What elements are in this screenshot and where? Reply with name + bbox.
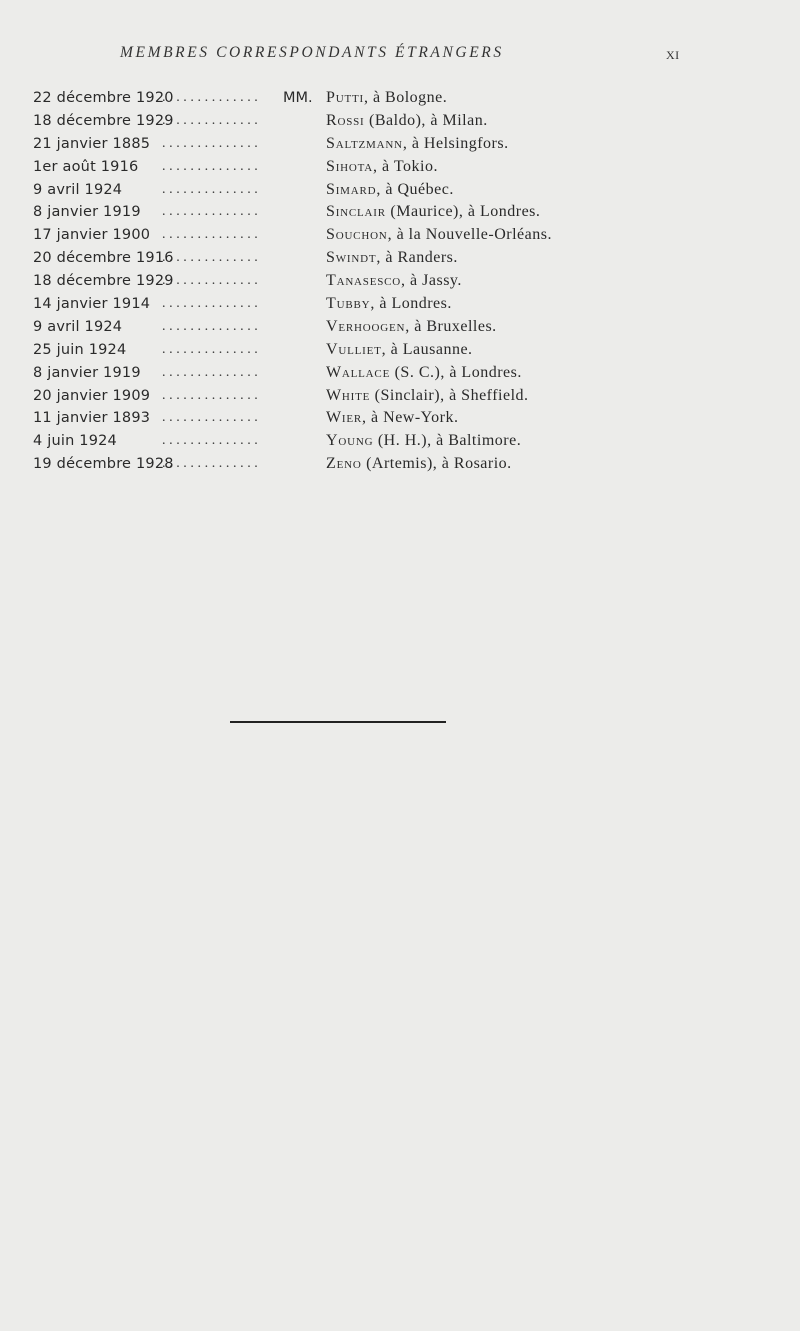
member-surname: Wallace — [326, 363, 391, 381]
member-entry — [326, 133, 509, 156]
member-row — [0, 270, 800, 293]
member-location: , à Randers. — [376, 249, 458, 267]
election-date: 19 décembre 1928 — [33, 456, 174, 473]
member-row — [0, 110, 800, 133]
member-entry — [326, 385, 529, 408]
election-date: 9 avril 1924 — [33, 181, 123, 198]
member-entry — [326, 316, 497, 339]
election-date: 21 janvier 1885 — [33, 135, 151, 152]
election-date: 17 janvier 1900 — [33, 227, 151, 244]
member-entry — [326, 407, 458, 430]
dot-leader: .............. — [162, 112, 262, 128]
member-surname: Tubby — [326, 295, 371, 313]
member-row — [0, 247, 800, 270]
member-surname: Saltzmann — [326, 134, 403, 152]
section-end-rule — [230, 721, 446, 723]
member-row — [0, 362, 800, 385]
election-date: 9 avril 1924 — [33, 318, 123, 335]
member-entry — [326, 110, 488, 133]
member-location: , à Lausanne. — [381, 340, 473, 358]
member-row — [0, 453, 800, 476]
member-row — [0, 407, 800, 430]
running-head: MEMBRES CORRESPONDANTS ÉTRANGERS — [120, 44, 504, 61]
member-location: , à la Nouvelle-Orléans. — [387, 226, 552, 244]
member-surname: Verhoogen — [326, 317, 406, 335]
members-prefix: MM. — [283, 90, 313, 106]
page-number: XI — [666, 48, 680, 62]
member-location: , à Helsingfors. — [402, 134, 509, 152]
member-entry — [326, 156, 438, 179]
member-surname: Zeno — [326, 455, 362, 473]
member-entry — [326, 453, 512, 476]
member-surname: Souchon — [326, 226, 388, 244]
dot-leader: .............. — [162, 158, 262, 174]
member-location: , à Tokio. — [373, 157, 438, 175]
member-surname: Wier — [326, 409, 363, 427]
member-surname: Simard — [326, 180, 377, 198]
member-surname: Sihota — [326, 157, 374, 175]
election-date: 1er août 1916 — [33, 158, 139, 175]
dot-leader: .............. — [162, 227, 262, 243]
dot-leader: .............. — [162, 433, 262, 449]
member-row — [0, 201, 800, 224]
member-location: (Artemis), à Rosario. — [361, 455, 512, 473]
election-date: 14 janvier 1914 — [33, 296, 151, 313]
election-date: 4 juin 1924 — [33, 433, 117, 450]
dot-leader: .............. — [162, 273, 262, 289]
member-surname: Sinclair — [326, 203, 386, 221]
dot-leader: .............. — [162, 410, 262, 426]
election-date: 18 décembre 1929 — [33, 112, 174, 129]
member-row — [0, 316, 800, 339]
dot-leader: .............. — [162, 296, 262, 312]
member-entry — [326, 270, 462, 293]
member-row — [0, 430, 800, 453]
member-surname: White — [326, 386, 371, 404]
election-date: 25 juin 1924 — [33, 341, 127, 358]
member-location: , à Québec. — [376, 180, 454, 198]
election-date: 8 janvier 1919 — [33, 204, 141, 221]
member-entry — [326, 362, 522, 385]
member-location: , à Jassy. — [401, 272, 462, 290]
member-location: (S. C.), à Londres. — [390, 363, 522, 381]
dot-leader: .............. — [162, 250, 262, 266]
member-row — [0, 385, 800, 408]
dot-leader: .............. — [162, 341, 262, 357]
member-surname: Tanasesco — [326, 272, 402, 290]
member-location: (Baldo), à Milan. — [364, 111, 488, 129]
member-row — [0, 87, 800, 110]
member-entry — [326, 293, 452, 316]
dot-leader: .............. — [162, 90, 262, 105]
election-date: 22 décembre 1920 — [33, 90, 174, 106]
member-location: , à Bruxelles. — [405, 317, 497, 335]
member-entry — [326, 224, 552, 247]
member-row — [0, 133, 800, 156]
member-location: (Sinclair), à Sheffield. — [370, 386, 529, 404]
member-surname: Swindt — [326, 249, 377, 267]
member-location: , à New-York. — [362, 409, 459, 427]
member-entry — [326, 339, 473, 362]
dot-leader: .............. — [162, 364, 262, 380]
member-location: , à Londres. — [370, 295, 452, 313]
member-entry — [326, 247, 458, 270]
election-date: 8 janvier 1919 — [33, 364, 141, 381]
election-date: 11 janvier 1893 — [33, 410, 151, 427]
member-location: , à Bologne. — [363, 89, 448, 106]
dot-leader: .............. — [162, 181, 262, 197]
member-surname: Young — [326, 432, 374, 450]
dot-leader: .............. — [162, 135, 262, 151]
election-date: 18 décembre 1929 — [33, 273, 174, 290]
dot-leader: .............. — [162, 204, 262, 220]
member-surname: Vulliet — [326, 340, 382, 358]
election-date: 20 décembre 1916 — [33, 250, 174, 267]
member-entry — [326, 87, 447, 110]
member-location: (H. H.), à Baltimore. — [373, 432, 522, 450]
dot-leader: .............. — [162, 318, 262, 334]
member-entry — [326, 179, 454, 202]
member-surname: Putti — [326, 89, 364, 106]
member-row — [0, 224, 800, 247]
member-entry — [326, 201, 540, 224]
member-surname: Rossi — [326, 111, 365, 129]
dot-leader: .............. — [162, 456, 262, 472]
member-location: (Maurice), à Londres. — [385, 203, 541, 221]
member-row — [0, 179, 800, 202]
dot-leader: .............. — [162, 387, 262, 403]
member-list — [0, 87, 800, 476]
member-row — [0, 339, 800, 362]
member-row — [0, 293, 800, 316]
member-row — [0, 156, 800, 179]
election-date: 20 janvier 1909 — [33, 387, 151, 404]
member-entry — [326, 430, 521, 453]
